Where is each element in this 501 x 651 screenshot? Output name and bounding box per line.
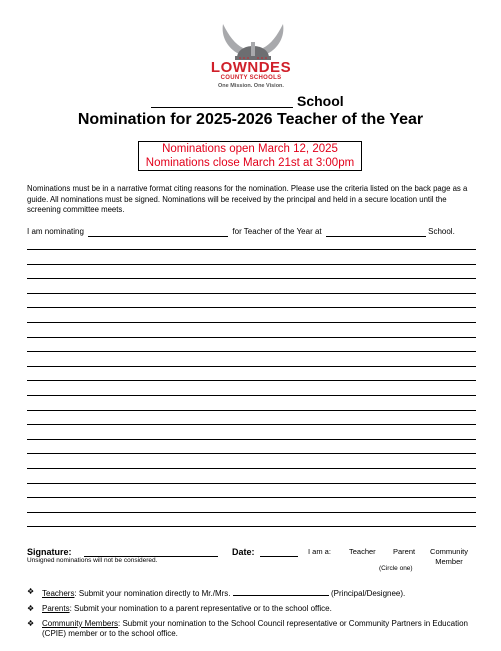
option-teacher[interactable]: Teacher [349,547,376,556]
parents-label: Parents [42,604,70,613]
diamond-bullet-icon: ❖ [27,604,35,613]
parents-text: : Submit your nomination to a parent representative or to the school office. [69,604,332,613]
nominations-open-text: Nominations open March 12, 2025 [162,143,338,155]
narrative-line[interactable] [27,249,476,250]
i-am-a-label: I am a: [308,547,331,556]
narrative-line[interactable] [27,351,476,352]
narrative-line[interactable] [27,526,476,527]
teachers-text: : Submit your nomination directly to Mr./Mrs. [74,589,231,598]
narrative-line[interactable] [27,278,476,279]
narrative-line[interactable] [27,395,476,396]
nomination-dates-box [138,141,362,171]
circle-one-note: (Circle one) [379,565,413,572]
nominations-close-text: Nominations close March 21st at 3:00pm [145,157,355,169]
district-name: LOWNDES [210,59,292,76]
option-parent[interactable]: Parent [393,547,416,556]
submission-instructions [27,587,479,644]
narrative-line[interactable] [27,337,476,338]
date-label: Date: [232,547,255,557]
nominating-prefix: I am nominating [27,227,84,236]
nomination-row [27,227,477,239]
narrative-line[interactable] [27,512,476,513]
narrative-line[interactable] [27,307,476,308]
option-community-member[interactable] [427,547,471,567]
narrative-line[interactable] [27,322,476,323]
list-item-community [27,619,479,639]
community-label: Community Members [42,619,119,628]
instructions-paragraph: Nominations must be in a narrative format citing reasons for the nomination. Please use the criteria listed on the back page as a guide. All nominations must be signed. Nominations will be received by the principal and held in a secure location until the screening committee meets. [27,184,468,214]
signature-note: Unsigned nominations will not be considered. [27,557,158,564]
school-word: School [297,93,344,109]
district-subtitle: COUNTY SCHOOLS [220,75,282,81]
date-blank[interactable] [260,545,298,557]
list-item-parents [27,604,479,614]
nominating-middle: for Teacher of the Year at [232,227,322,236]
diamond-bullet-icon: ❖ [27,587,35,596]
narrative-line[interactable] [27,483,476,484]
narrative-line[interactable] [27,380,476,381]
narrative-line[interactable] [27,468,476,469]
narrative-line[interactable] [27,410,476,411]
narrative-line[interactable] [27,497,476,498]
narrative-line[interactable] [27,453,476,454]
option-community-line1: Community [430,547,468,556]
teachers-text-after: (Principal/Designee). [331,589,406,598]
narrative-line[interactable] [27,293,476,294]
district-tagline: One Mission. One Vision. [218,83,284,89]
option-community-line2: Member [435,557,463,566]
community-text: : Submit your nomination to the School Council representative or Community Partners in Education (CPIE) member or to the school office. [42,619,468,638]
teacher-name-blank[interactable] [88,227,228,237]
teachers-label: Teachers [42,589,75,598]
narrative-line[interactable] [27,264,476,265]
page-title: Nomination for 2025-2026 Teacher of the Year [77,111,424,128]
school-name-blank[interactable] [151,92,293,108]
narrative-line[interactable] [27,366,476,367]
school-blank[interactable] [326,227,426,237]
narrative-line[interactable] [27,439,476,440]
list-item-teachers [27,587,479,599]
nominating-suffix: School. [428,227,455,236]
narrative-line[interactable] [27,424,476,425]
signature-blank[interactable] [84,545,218,557]
diamond-bullet-icon: ❖ [27,619,35,628]
signature-label: Signature: [27,547,72,557]
principal-name-blank[interactable] [233,587,329,596]
